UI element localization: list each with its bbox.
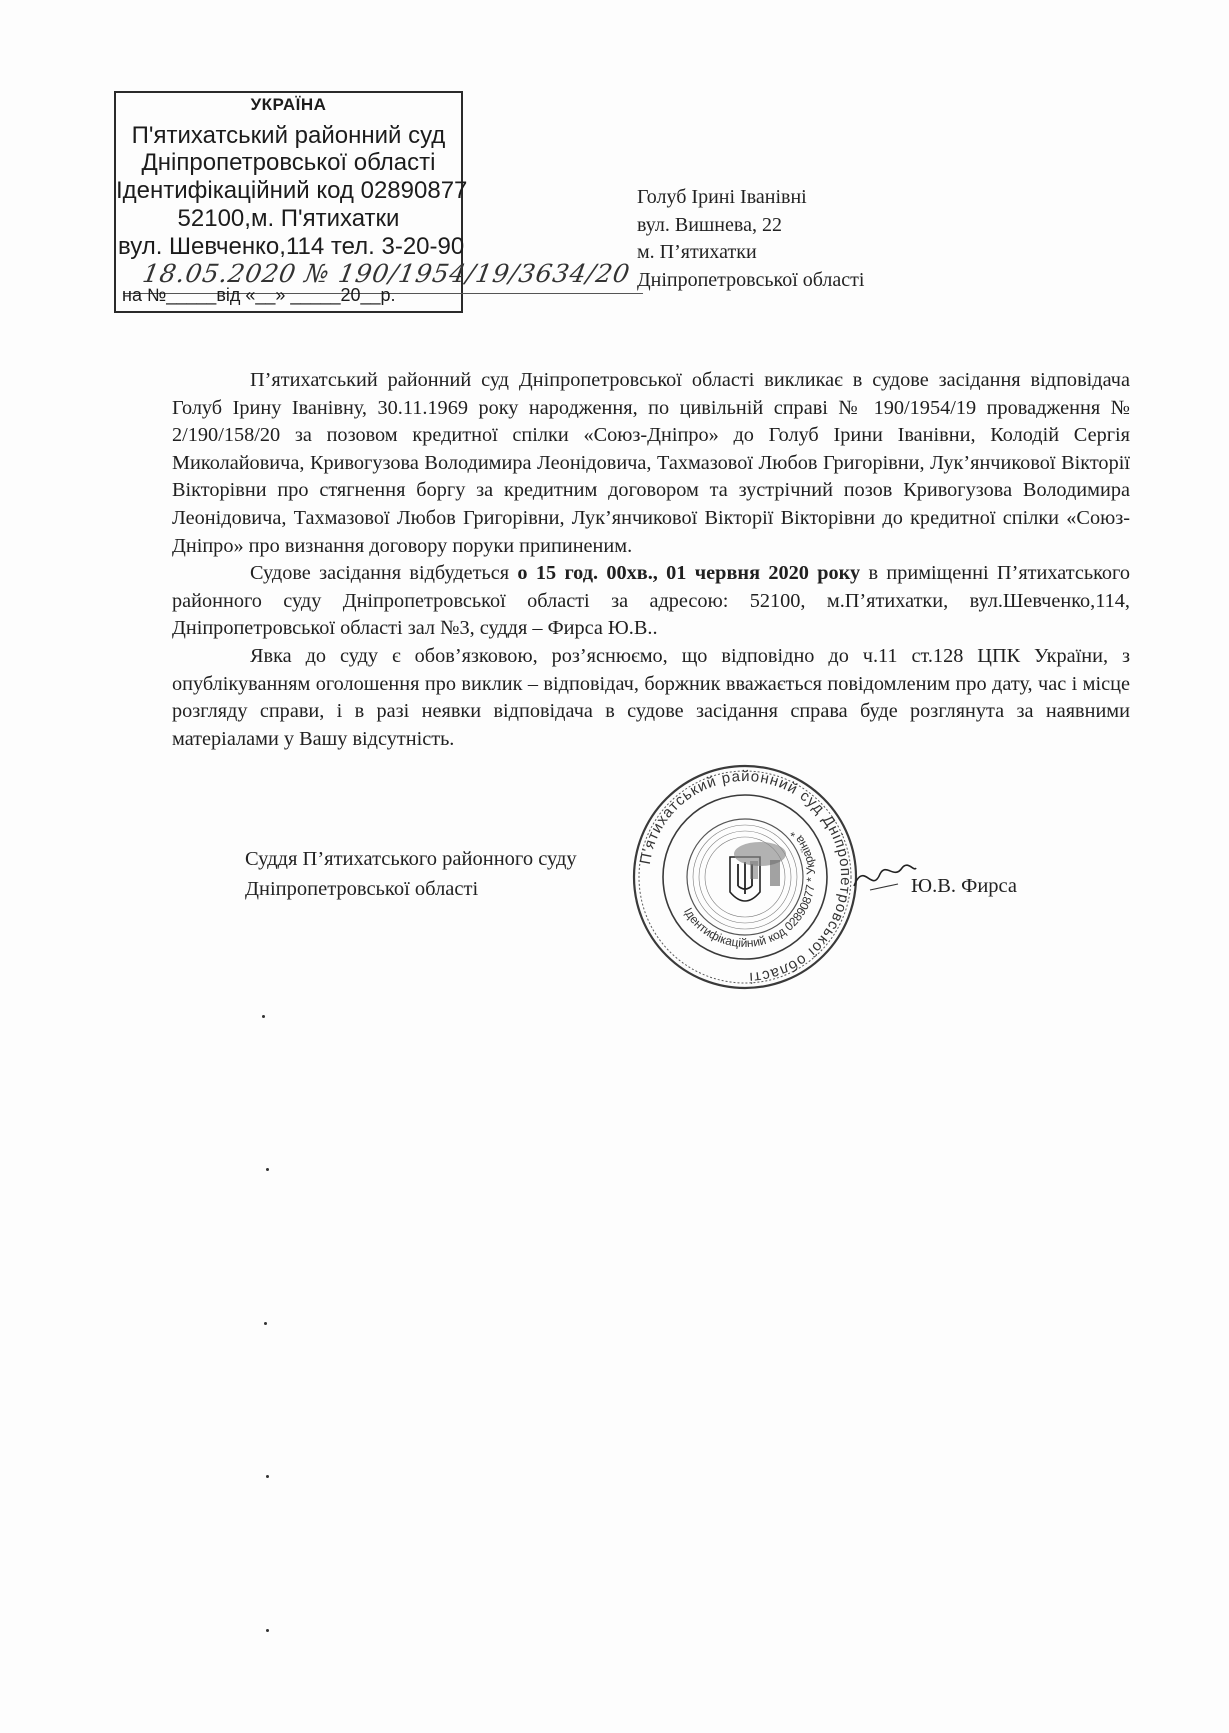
hearing-datetime: о 15 год. 00хв., 01 червня 2020 року xyxy=(517,562,861,585)
signature-scribble-icon xyxy=(850,850,920,900)
body-paragraph-1: П’ятихатський районний суд Дніпропетровської області викликає в судове засідання відповідача Голуб Ірину Іванівну, 30.11.1969 року народження, по цивільній справі № 190/1954/19 провадження № 2/190/158/20 за позовом кредитної спілки «Союз-Дніпро» до Голуб Ірини Іванівни, Колодій Сергія Миколайовича, Кривогузова Володимира Леонідовича, Тахмазової Любов Григорівни, Лук’янчикової Вікторії Вікторівни про стягнення боргу за кредитним договором та зустрічний позов Кривогузова Володимира Леонідовича, Тахмазової Любов Григорівни, Лук’янчикової Вікторії Вікторівни до кредитної спілки «Союз-Дніпро» про визнання договору поруки припиненим. xyxy=(172,369,1130,557)
addressee-street: вул. Вишнева, 22 xyxy=(637,213,782,236)
stamp-street: вул. Шевченко,114 тел. 3-20-90 xyxy=(118,233,465,260)
official-seal-icon xyxy=(630,762,860,992)
stamp-postal: 52100,м. П'ятихатки xyxy=(177,205,400,232)
stamp-handwritten-number: 18.05.2020 № 190/1954/19/3634/20 xyxy=(123,259,649,294)
scan-speck xyxy=(266,1168,269,1171)
court-corner-stamp xyxy=(114,91,633,313)
stamp-reply-line: на №_____від «__» _____20__р. xyxy=(122,285,396,305)
hearing-location: в приміщенні П’ятихатського районного суду Дніпропетровської області за адресою: 52100, м.П’ятихатки, вул.Шевченко,114, Дніпропетровської області зал №3, суддя – Фирса Ю.В.. xyxy=(172,562,1131,640)
scan-speck xyxy=(264,1322,267,1325)
judge-title-line-2: Дніпропетровської області xyxy=(245,878,479,900)
stamp-region: Дніпропетровської області xyxy=(141,149,436,176)
scan-speck xyxy=(266,1475,269,1478)
body-paragraph-2 xyxy=(172,560,1130,643)
addressee-block xyxy=(637,184,997,294)
judge-name: Ю.В. Фирса xyxy=(911,875,1017,897)
svg-text:Ідентифікаційний код 02890877: Ідентифікаційний код 02890877 * Україна * xyxy=(681,826,819,951)
summons-body xyxy=(172,367,1130,753)
stamp-country: УКРАЇНА xyxy=(250,95,327,114)
addressee-region: Дніпропетровської області xyxy=(637,268,865,291)
hearing-intro: Судове засідання відбудеться xyxy=(250,562,518,585)
scan-speck xyxy=(266,1629,269,1632)
body-paragraph-3: Явка до суду є обов’язковою, роз’яснюємо, що відповідно до ч.11 ст.128 ЦПК України, з опублікуванням оголошення про виклик – відповідач, боржник вважається повідомленим про дату, час і місце розгляду справи, і в разі неявки відповідача в судове засідання справа буде розглянута за наявними матеріалами у Вашу відсутність. xyxy=(172,644,1130,750)
judge-title xyxy=(245,844,577,904)
scan-speck xyxy=(262,1015,265,1018)
addressee-city: м. П’ятихатки xyxy=(637,241,757,263)
stamp-id-code: Ідентифікаційний код 02890877 xyxy=(116,177,468,204)
judge-title-line-1: Суддя П’ятихатського районного суду xyxy=(245,848,577,870)
addressee-name: Голуб Ірині Іванівні xyxy=(637,186,807,208)
svg-text:П'ятихатський районний суд Дні: П'ятихатський районний суд Дніпропетровської області xyxy=(636,767,855,986)
stamp-court-name: П'ятихатський районний суд xyxy=(131,122,446,149)
